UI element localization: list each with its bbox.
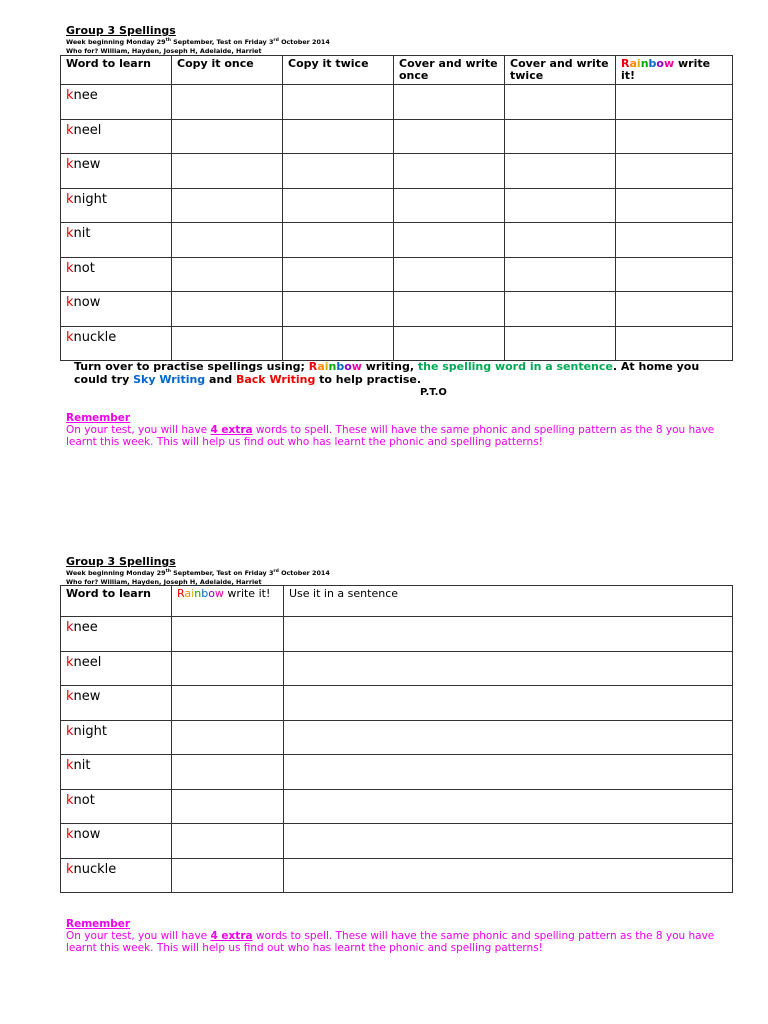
word-rest: nee xyxy=(73,620,98,635)
word-cell xyxy=(61,119,172,154)
write-cell[interactable] xyxy=(284,858,733,893)
word-cell xyxy=(61,651,172,686)
table-row xyxy=(61,617,733,652)
word-cell xyxy=(61,326,172,361)
write-cell[interactable] xyxy=(172,188,283,223)
word-first-letter: k xyxy=(66,689,74,704)
word-first-letter: k xyxy=(66,329,74,345)
word-rest: night xyxy=(73,723,107,739)
header-word-to-learn: Word to learn xyxy=(61,56,172,85)
table-row xyxy=(61,292,733,327)
table-row xyxy=(61,858,733,893)
word-first-letter: k xyxy=(66,157,74,172)
table-row xyxy=(61,789,733,824)
write-cell[interactable] xyxy=(616,188,733,223)
write-cell[interactable] xyxy=(284,720,733,755)
table-row xyxy=(61,188,733,223)
write-cell[interactable] xyxy=(172,85,283,120)
write-cell[interactable] xyxy=(283,326,394,361)
write-cell[interactable] xyxy=(616,292,733,327)
write-cell[interactable] xyxy=(284,824,733,859)
write-cell[interactable] xyxy=(616,326,733,361)
word-rest: nit xyxy=(73,758,91,773)
write-cell[interactable] xyxy=(172,824,284,859)
rainbow-word: Rainbow xyxy=(308,360,362,373)
write-cell[interactable] xyxy=(284,651,733,686)
write-cell[interactable] xyxy=(172,789,284,824)
header-copy-twice: Copy it twice xyxy=(283,56,394,85)
write-cell[interactable] xyxy=(394,188,505,223)
write-cell[interactable] xyxy=(172,617,284,652)
word-rest: new xyxy=(73,157,101,172)
write-cell[interactable] xyxy=(283,85,394,120)
table-row xyxy=(61,85,733,120)
word-cell xyxy=(61,755,172,790)
write-cell[interactable] xyxy=(284,617,733,652)
table-row xyxy=(61,720,733,755)
word-cell xyxy=(61,85,172,120)
header-cover-write-once: Cover and write once xyxy=(394,56,505,85)
word-first-letter: k xyxy=(66,861,74,877)
header-cover-write-twice: Cover and write twice xyxy=(505,56,616,85)
table-header-row xyxy=(61,586,733,617)
word-rest: now xyxy=(73,827,101,842)
rainbow-word: Rainbow xyxy=(621,57,675,70)
word-cell xyxy=(61,720,172,755)
write-cell[interactable] xyxy=(172,651,284,686)
write-cell[interactable] xyxy=(172,686,284,721)
write-cell[interactable] xyxy=(284,755,733,790)
write-cell[interactable] xyxy=(394,257,505,292)
table-row xyxy=(61,257,733,292)
word-cell xyxy=(61,824,172,859)
word-rest: nit xyxy=(73,226,91,241)
header-rainbow-write: Rainbow write it! xyxy=(172,586,284,617)
sheet1-title: Group 3 Spellings xyxy=(66,24,176,37)
write-cell[interactable] xyxy=(283,119,394,154)
word-rest: neel xyxy=(73,654,102,670)
word-cell xyxy=(61,617,172,652)
word-rest: nee xyxy=(73,88,98,103)
write-cell[interactable] xyxy=(283,223,394,258)
word-first-letter: k xyxy=(66,295,74,310)
header-word-to-learn: Word to learn xyxy=(61,586,172,617)
table-row xyxy=(61,154,733,189)
write-cell[interactable] xyxy=(172,858,284,893)
word-rest: now xyxy=(73,295,101,310)
word-rest: night xyxy=(73,191,107,207)
write-cell[interactable] xyxy=(505,154,616,189)
write-cell[interactable] xyxy=(394,223,505,258)
write-cell[interactable] xyxy=(616,154,733,189)
write-cell[interactable] xyxy=(172,292,283,327)
sheet1-who-for: Who for? William, Hayden, Joseph H, Adelaide, Harriet xyxy=(66,47,262,55)
write-cell[interactable] xyxy=(284,789,733,824)
word-rest: not xyxy=(73,260,95,276)
write-cell[interactable] xyxy=(505,119,616,154)
word-rest: new xyxy=(73,689,101,704)
write-cell[interactable] xyxy=(172,326,283,361)
rainbow-word: Rainbow xyxy=(177,587,224,600)
spelling-table-2 xyxy=(60,585,733,893)
remember-note-1: Remember On your test, you will have 4 extra words to spell. These will have the same phonic and spelling pattern as the 8 you have learnt this week. This will help us find out who has learnt the phonic and spelling patterns! xyxy=(66,412,715,448)
word-cell xyxy=(61,858,172,893)
word-cell xyxy=(61,686,172,721)
write-cell[interactable] xyxy=(283,154,394,189)
word-first-letter: k xyxy=(66,191,74,207)
header-copy-once: Copy it once xyxy=(172,56,283,85)
word-first-letter: k xyxy=(66,758,74,773)
write-cell[interactable] xyxy=(394,85,505,120)
write-cell[interactable] xyxy=(505,326,616,361)
write-cell[interactable] xyxy=(505,292,616,327)
word-first-letter: k xyxy=(66,122,74,138)
word-rest: neel xyxy=(73,122,102,138)
write-cell[interactable] xyxy=(394,154,505,189)
write-cell[interactable] xyxy=(394,292,505,327)
word-first-letter: k xyxy=(66,226,74,241)
sheet2-title: Group 3 Spellings xyxy=(66,555,176,568)
write-cell[interactable] xyxy=(172,223,283,258)
word-first-letter: k xyxy=(66,654,74,670)
write-cell[interactable] xyxy=(616,223,733,258)
write-cell[interactable] xyxy=(616,85,733,120)
write-cell[interactable] xyxy=(505,223,616,258)
write-cell[interactable] xyxy=(505,85,616,120)
word-rest: nuckle xyxy=(73,861,117,877)
write-cell[interactable] xyxy=(172,119,283,154)
write-cell[interactable] xyxy=(394,119,505,154)
word-first-letter: k xyxy=(66,723,74,739)
word-first-letter: k xyxy=(66,792,74,808)
word-first-letter: k xyxy=(66,88,74,103)
write-cell[interactable] xyxy=(172,154,283,189)
write-cell[interactable] xyxy=(172,755,284,790)
spelling-table-1 xyxy=(60,55,733,361)
write-cell[interactable] xyxy=(505,257,616,292)
write-cell[interactable] xyxy=(394,326,505,361)
write-cell[interactable] xyxy=(283,292,394,327)
sheet2-week: Week beginning Monday 29th September, Test on Friday 3rd October 2014 xyxy=(66,569,330,578)
word-rest: nuckle xyxy=(73,329,117,345)
header-use-in-sentence: Use it in a sentence xyxy=(284,586,733,617)
header-rainbow-write: Rainbow write it! xyxy=(616,56,733,85)
write-cell[interactable] xyxy=(283,257,394,292)
table-row xyxy=(61,686,733,721)
write-cell[interactable] xyxy=(284,686,733,721)
remember-note-2: Remember On your test, you will have 4 extra words to spell. These will have the same phonic and spelling pattern as the 8 you have learnt this week. This will help us find out who has learnt the phonic and spelling patterns! xyxy=(66,918,715,954)
table-row xyxy=(61,755,733,790)
table-header-row xyxy=(61,56,733,85)
pto-label: P.T.O xyxy=(420,387,447,398)
word-first-letter: k xyxy=(66,260,74,276)
word-cell xyxy=(61,292,172,327)
word-cell xyxy=(61,154,172,189)
write-cell[interactable] xyxy=(283,188,394,223)
word-cell xyxy=(61,223,172,258)
word-first-letter: k xyxy=(66,620,74,635)
write-cell[interactable] xyxy=(172,720,284,755)
practise-note: Turn over to practise spellings using; Rainbow writing, the spelling word in a sentence. At home you could try Sky Writing and Back Writing to help practise. xyxy=(74,360,700,386)
word-first-letter: k xyxy=(66,827,74,842)
word-cell xyxy=(61,789,172,824)
word-cell xyxy=(61,188,172,223)
table-row xyxy=(61,651,733,686)
word-cell xyxy=(61,257,172,292)
table-row xyxy=(61,824,733,859)
write-cell[interactable] xyxy=(172,257,283,292)
table-row xyxy=(61,223,733,258)
write-cell[interactable] xyxy=(616,257,733,292)
table-row xyxy=(61,119,733,154)
write-cell[interactable] xyxy=(616,119,733,154)
sheet1-week: Week beginning Monday 29th September, Test on Friday 3rd October 2014 xyxy=(66,38,330,47)
sheet2-who-for: Who for? William, Hayden, Joseph H, Adelaide, Harriet xyxy=(66,578,262,586)
table-row xyxy=(61,326,733,361)
write-cell[interactable] xyxy=(505,188,616,223)
word-rest: not xyxy=(73,792,95,808)
